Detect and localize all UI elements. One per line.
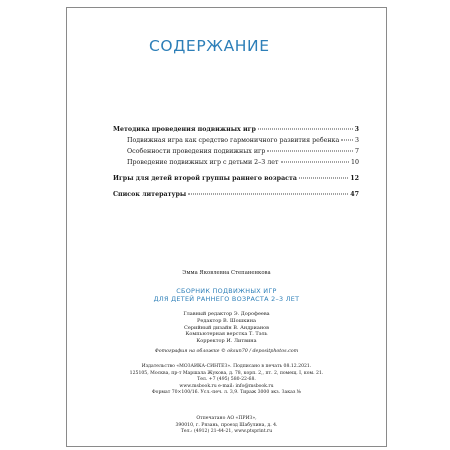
credit-line: Компьютерная верстка Т. Тэль — [185, 331, 268, 338]
book-title — [67, 287, 386, 303]
editorial-credits — [67, 311, 386, 345]
credit-line: Редактор В. Шошкина — [196, 317, 257, 324]
author-name: Эмма Яковлевна Степаненкова — [182, 270, 271, 276]
printer-line: Тел.: (4912) 21-44-21, www.ptsprint.ru — [180, 429, 273, 434]
toc-entry-page: 7 — [354, 148, 359, 155]
credit-line: Корректор И. Литвина — [196, 338, 257, 345]
publisher-line: Формат 70×100/16. Усл.-печ. л. 3,9. Тираж 3000 экз. Заказ № — [151, 390, 302, 395]
book-title-line: СБОРНИК ПОДВИЖНЫХ ИГР — [176, 287, 277, 295]
toc-entry-label: Игры для детей второй группы раннего возраста — [113, 175, 297, 182]
toc-entry-label: Подвижная игра как средство гармоничного развития ребенка — [127, 137, 340, 144]
book-page — [66, 7, 387, 447]
toc-entry-page: 47 — [350, 191, 359, 198]
toc-leader-dots — [341, 140, 353, 141]
toc-entry-page: 3 — [354, 126, 359, 133]
table-of-contents — [113, 126, 359, 199]
credit-line: Главный редактор Э. Дорофеева — [183, 311, 270, 317]
toc-entry — [113, 137, 359, 145]
toc-entry-page: 3 — [354, 137, 359, 144]
toc-entry — [113, 159, 359, 167]
toc-leader-dots — [299, 178, 348, 179]
toc-entry-page: 10 — [350, 159, 359, 166]
printer-info — [67, 416, 386, 436]
credit-line: Серийный дизайн В. Андрианов — [184, 324, 269, 331]
toc-entry — [113, 126, 359, 134]
printer-line: 390010, г. Рязань, проезд Шабулина, д. 4. — [175, 422, 278, 428]
page-heading: СОДЕРЖАНИЕ — [149, 37, 270, 55]
toc-entry-label: Проведение подвижных игр с детьми 2–3 лет — [127, 159, 279, 166]
toc-entry — [113, 175, 359, 183]
toc-leader-dots — [267, 151, 353, 152]
publisher-line: www.msbook.ru e-mail: info@msbook.ru — [179, 383, 274, 389]
toc-entry-page: 12 — [350, 175, 359, 182]
toc-entry-label: Методика проведения подвижных игр — [113, 126, 256, 133]
book-title-line: ДЛЯ ДЕТЕЙ РАННЕГО ВОЗРАСТА 2–3 ЛЕТ — [153, 295, 300, 303]
toc-entry-label: Список литературы — [113, 191, 187, 198]
publisher-line: Тел. +7 (495) 580-22-68. — [197, 377, 256, 382]
toc-leader-dots — [188, 194, 348, 195]
toc-entry — [113, 191, 359, 199]
toc-leader-dots — [281, 162, 349, 163]
publisher-info — [67, 364, 386, 397]
printer-line: Отпечатано АО «ПРИЗ», — [196, 416, 257, 421]
publisher-line: 125105, Москва, пр-т Маршала Жукова, д. 78, корп. 2,, пт. 2, помещ. I, ком. 21. — [129, 370, 324, 376]
publisher-line: Издательство «МОЗАИКА-СИНТЕЗ». Подписано в печать 08.12.2021. — [141, 364, 312, 369]
toc-entry-label: Особенности проведения подвижных игр — [127, 148, 266, 155]
toc-entry — [113, 148, 359, 156]
photo-credit: Фотография на обложке © oksun70 / depositphotos.com — [154, 349, 299, 354]
toc-leader-dots — [258, 129, 353, 130]
